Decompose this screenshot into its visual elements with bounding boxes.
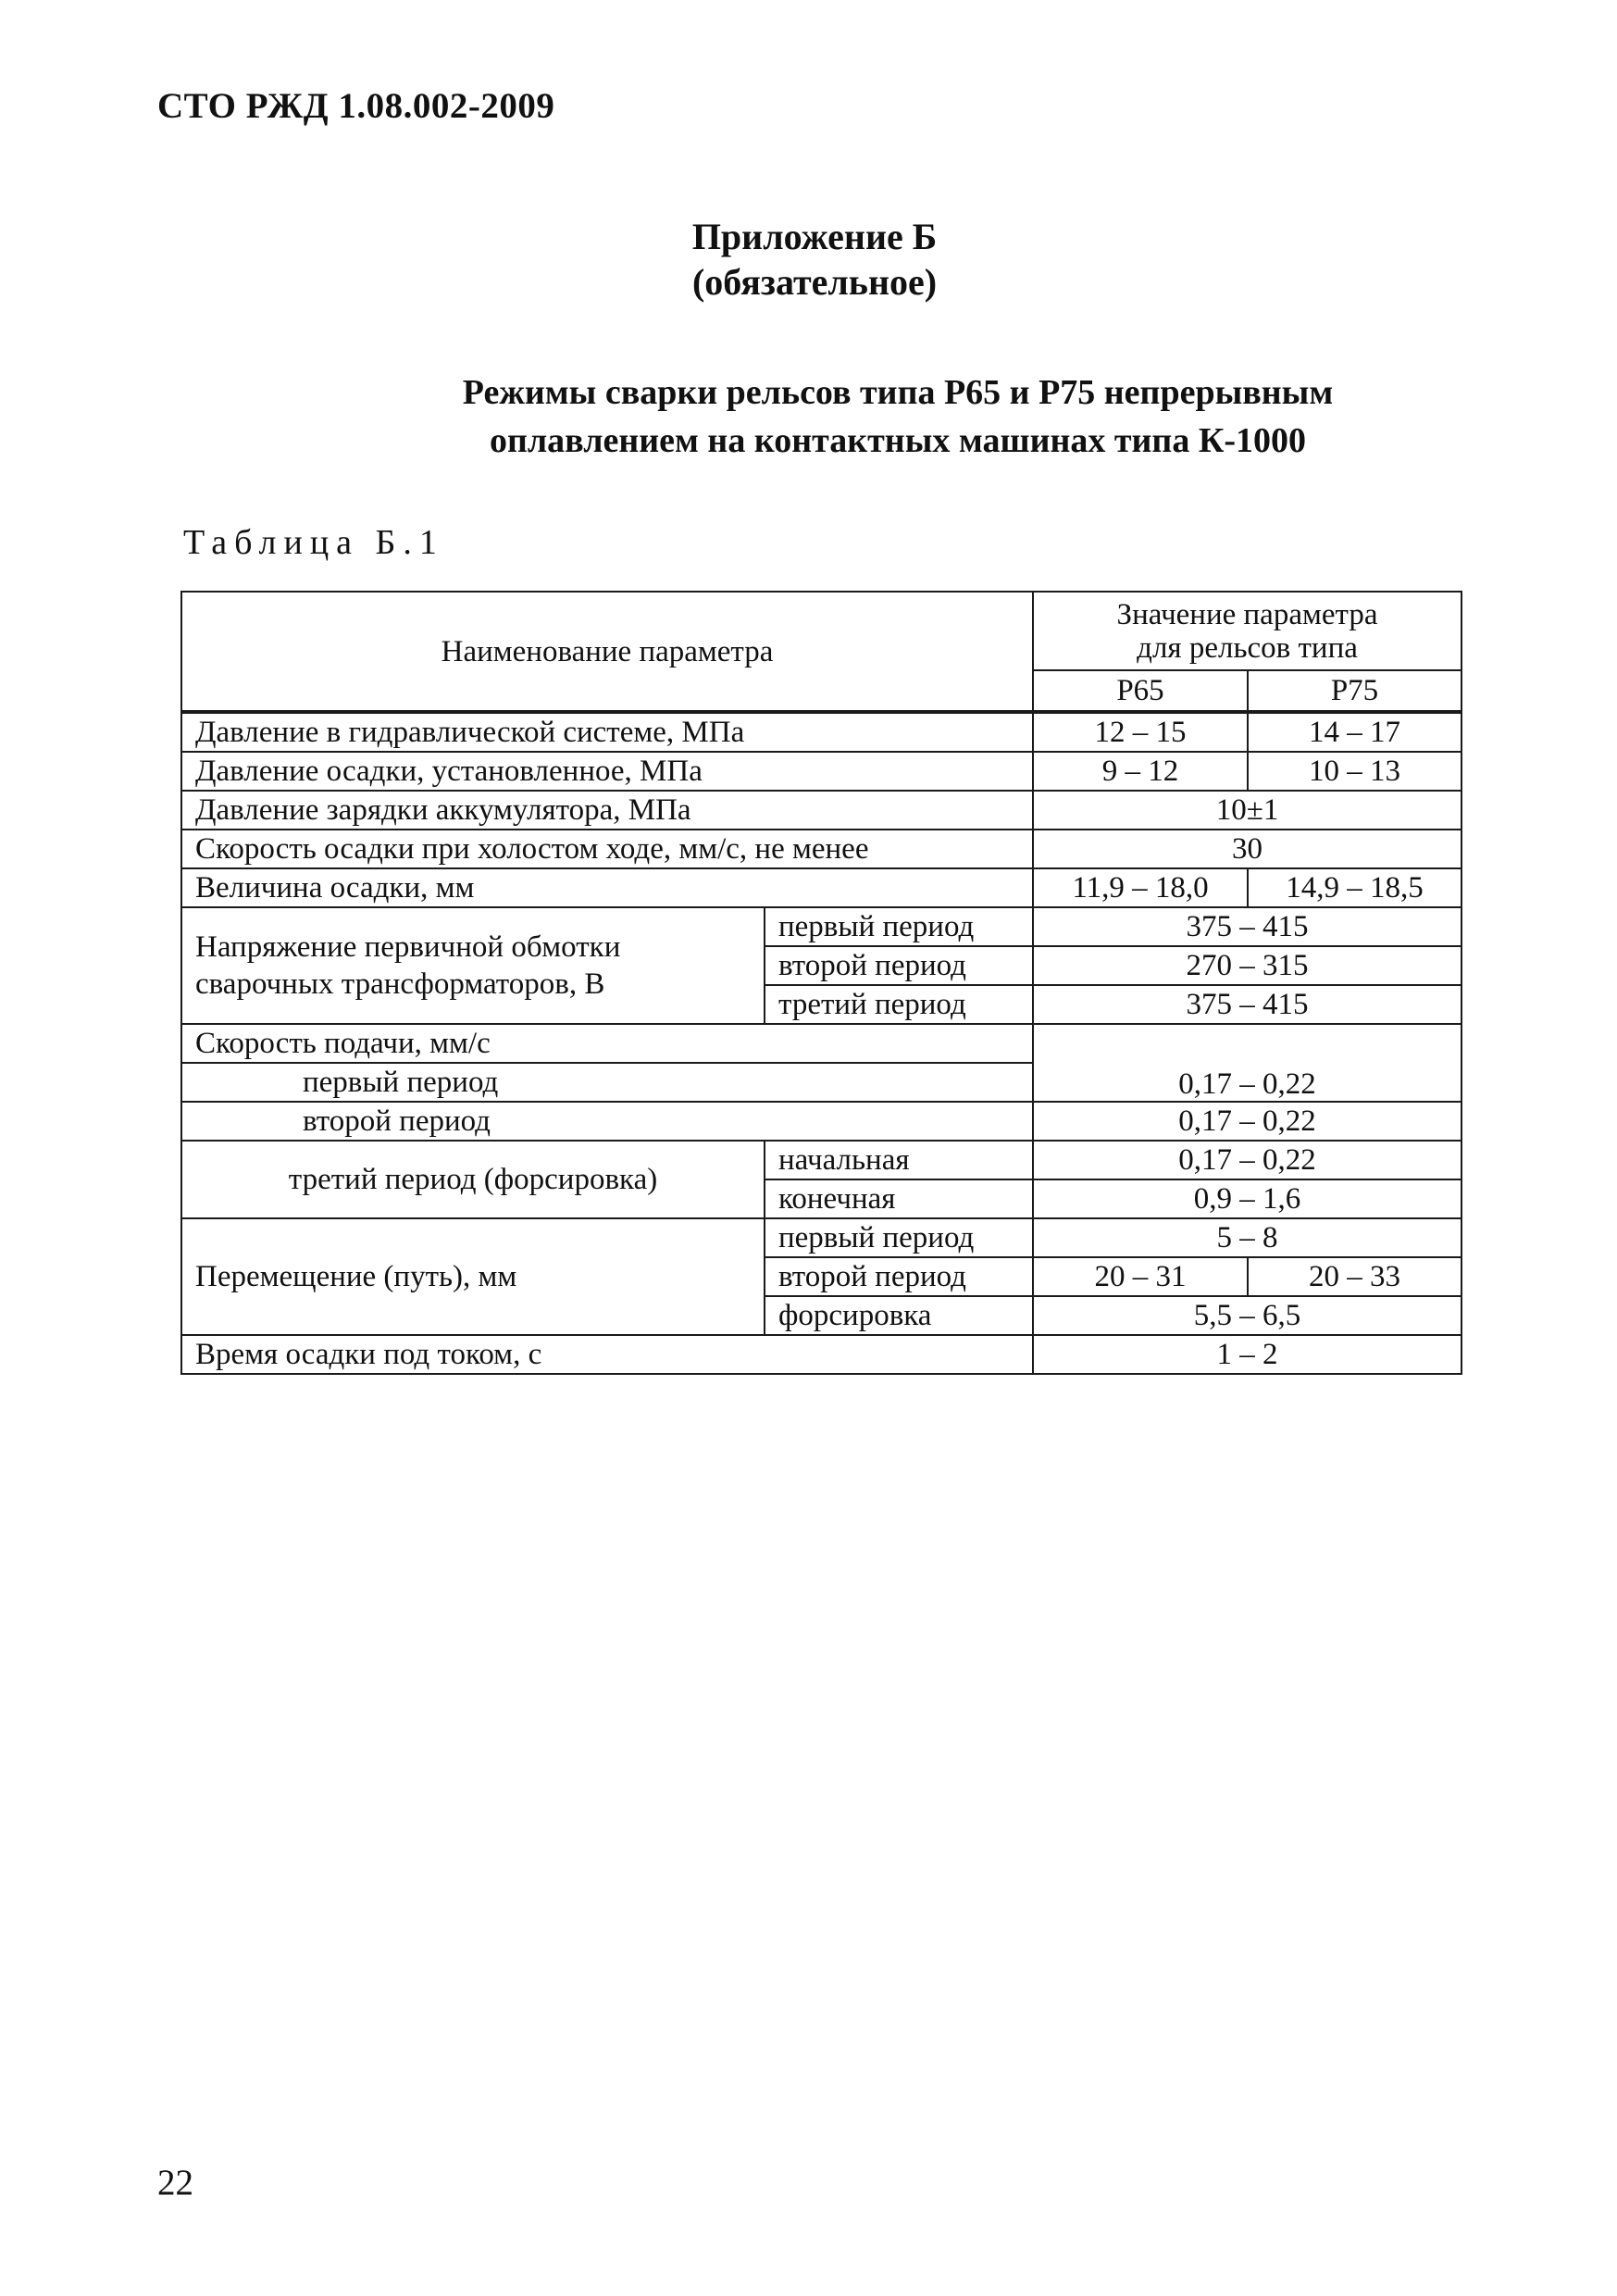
appendix-status: (обязательное) (691, 261, 938, 303)
cell-value: 5,5 – 6,5 (1033, 1296, 1462, 1335)
cell-value: 0,17 – 0,22 (1033, 1102, 1462, 1141)
sub-period-label: конечная (765, 1179, 1033, 1218)
table-row (181, 830, 1462, 868)
cell-value: 10±1 (1033, 791, 1462, 830)
period-label: первый период (765, 907, 1033, 946)
period-label: первый период (765, 1218, 1033, 1257)
section-title-line-1: Режимы сварки рельсов типа Р65 и Р75 непрерывным (462, 373, 1334, 412)
period-label: форсировка (765, 1296, 1033, 1335)
period-label: первый период (181, 1063, 1033, 1102)
table-row (181, 791, 1462, 830)
cell-value: 375 – 415 (1033, 907, 1462, 946)
table-row (181, 1218, 1462, 1257)
cell-p75: 20 – 33 (1248, 1257, 1462, 1296)
row-label: Давление в гидравлической системе, МПа (181, 712, 1033, 752)
table-row (181, 1102, 1462, 1141)
row-label: Напряжение первичной обмотки сварочных трансформаторов, В (181, 907, 765, 1024)
period-label: второй период (181, 1102, 1033, 1141)
section-title (130, 368, 1617, 465)
cell-value: 30 (1033, 830, 1462, 868)
cell-value: 375 – 415 (1033, 985, 1462, 1024)
cell-p65: 12 – 15 (1033, 712, 1248, 752)
row-label: Скорость осадки при холостом ходе, мм/с, не менее (181, 830, 1033, 868)
row-label: Время осадки под током, с (181, 1335, 1033, 1374)
sub-period-label: начальная (765, 1141, 1033, 1179)
table-row (181, 752, 1462, 791)
welding-modes-table (180, 591, 1462, 1375)
cell-value: 0,17 – 0,22 (1033, 1141, 1462, 1179)
header-p65: Р65 (1033, 670, 1248, 712)
cell-value: 0,17 – 0,22 (1033, 1024, 1462, 1102)
cell-p75: 14 – 17 (1248, 712, 1462, 752)
table-header-row (181, 592, 1462, 670)
period-label: второй период (765, 1257, 1033, 1296)
document-code: СТО РЖД 1.08.002-2009 (157, 86, 555, 126)
header-value-line-1: Значение параметра (1116, 597, 1378, 631)
page-number: 22 (157, 2163, 193, 2202)
table-label: Таблица Б.1 (183, 523, 444, 562)
table-row (181, 1024, 1462, 1063)
table-row (181, 907, 1462, 946)
cell-value: 5 – 8 (1033, 1218, 1462, 1257)
section-title-line-2: оплавлением на контактных машинах типа К-1000 (489, 421, 1307, 460)
table-row (181, 712, 1462, 752)
cell-p75: 10 – 13 (1248, 752, 1462, 791)
period-label: второй период (765, 946, 1033, 985)
table-row (181, 1335, 1462, 1374)
table-row (181, 1141, 1462, 1179)
cell-value: 1 – 2 (1033, 1335, 1462, 1374)
period-label: третий период (765, 985, 1033, 1024)
header-p75: Р75 (1248, 670, 1462, 712)
appendix-title: Приложение Б (691, 216, 938, 257)
cell-value: 0,9 – 1,6 (1033, 1179, 1462, 1218)
header-value-group (1033, 592, 1462, 670)
row-label: Давление осадки, установленное, МПа (181, 752, 1033, 791)
row-label: Величина осадки, мм (181, 868, 1033, 907)
cell-p65: 9 – 12 (1033, 752, 1248, 791)
cell-p75: 14,9 – 18,5 (1248, 868, 1462, 907)
row-label: Скорость подачи, мм/с (181, 1024, 1033, 1063)
row-label: Перемещение (путь), мм (181, 1218, 765, 1335)
period-label: третий период (форсировка) (181, 1141, 765, 1218)
table-row (181, 868, 1462, 907)
header-value-line-2: для рельсов типа (1137, 630, 1358, 665)
row-label: Давление зарядки аккумулятора, МПа (181, 791, 1033, 830)
header-parameter-name: Наименование параметра (181, 592, 1033, 712)
cell-p65: 20 – 31 (1033, 1257, 1248, 1296)
cell-p65: 11,9 – 18,0 (1033, 868, 1248, 907)
cell-value: 270 – 315 (1033, 946, 1462, 985)
